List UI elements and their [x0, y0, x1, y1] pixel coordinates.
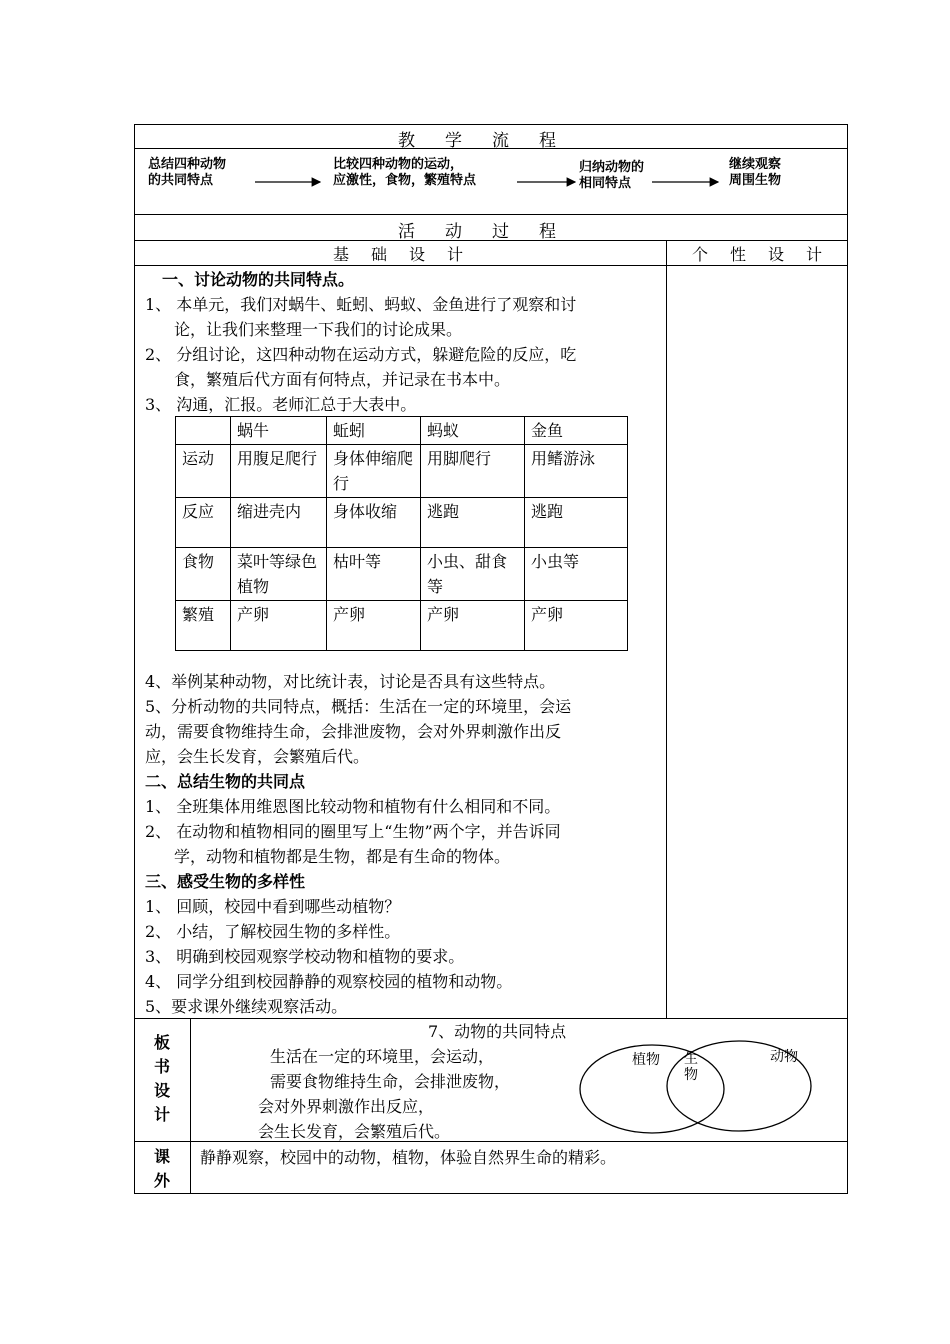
flow-step-2: 比较四种动物的运动， 应激性，食物，繁殖特点 — [333, 157, 477, 188]
table-cell: 产卵 — [327, 601, 421, 651]
section1-item: 3、 沟通，汇报。老师汇总于大表中。 — [145, 395, 417, 414]
comparison-table — [175, 416, 628, 651]
section1-heading: 一、讨论动物的共同特点。 — [162, 270, 355, 289]
section3-item: 3、 明确到校园观察学校动物和植物的要求。 — [145, 947, 465, 966]
table-cell: 枯叶等 — [327, 548, 421, 601]
section1-item: 4、举例某种动物，对比统计表，讨论是否具有这些特点。 — [145, 672, 556, 691]
divider — [190, 1018, 191, 1194]
section2-heading: 二、总结生物的共同点 — [145, 772, 306, 791]
section3-item: 5、要求课外继续观察活动。 — [145, 997, 348, 1016]
teaching-flow-title: 教学流程 — [398, 131, 586, 151]
table-header-cell: 蚂蚁 — [421, 417, 525, 445]
table-row-label: 繁殖 — [176, 601, 231, 651]
table-cell: 小虫、甜食等 — [421, 548, 525, 601]
divider — [666, 240, 667, 1018]
board-line: 会生长发育，会繁殖后代。 — [258, 1122, 451, 1141]
venn-label-plant: 植物 — [632, 1052, 660, 1068]
table-header-cell: 蚯蚓 — [327, 417, 421, 445]
table-cell: 缩进壳内 — [231, 498, 327, 548]
venn-label-overlap: 生物 — [684, 1051, 698, 1083]
table-cell: 用腹足爬行 — [231, 445, 327, 498]
divider — [134, 1141, 848, 1142]
personal-design-title: 个性设计 — [692, 245, 845, 264]
table-header-cell: 蜗牛 — [231, 417, 327, 445]
extracurricular-text: 静静观察，校园中的动物，植物，体验自然界生命的精彩。 — [200, 1148, 617, 1167]
table-row — [176, 601, 628, 651]
table-cell: 用鳍游泳 — [525, 445, 628, 498]
table-row-label: 反应 — [176, 498, 231, 548]
section1-item: 5、分析动物的共同特点，概括：生活在一定的环境里，会运 — [145, 697, 572, 716]
table-cell: 用脚爬行 — [421, 445, 525, 498]
flow-step-3: 归纳动物的 相同特点 — [579, 160, 645, 191]
section2-item: 学，动物和植物都是生物，都是有生命的物体。 — [174, 847, 511, 866]
table-cell: 产卵 — [231, 601, 327, 651]
activity-process-title: 活动过程 — [398, 222, 586, 242]
table-cell: 身体伸缩爬行 — [327, 445, 421, 498]
section1-item: 动，需要食物维持生命，会排泄废物，会对外界刺激作出反 — [145, 722, 562, 741]
table-row — [176, 548, 628, 601]
section3-heading: 三、感受生物的多样性 — [145, 872, 306, 891]
section1-item: 食，繁殖后代方面有何特点，并记录在书本中。 — [174, 370, 511, 389]
section2-item: 1、 全班集体用维恩图比较动物和植物有什么相同和不同。 — [145, 797, 561, 816]
table-header-row — [176, 417, 628, 445]
table-row-label: 运动 — [176, 445, 231, 498]
table-header-cell — [176, 417, 231, 445]
board-line: 会对外界刺激作出反应， — [258, 1097, 435, 1116]
table-row — [176, 445, 628, 498]
table-cell: 身体收缩 — [327, 498, 421, 548]
flow-step-4: 继续观察 周围生物 — [729, 157, 782, 188]
section1-item: 2、 分组讨论，这四种动物在运动方式，躲避危险的反应，吃 — [145, 345, 577, 364]
section1-item: 应，会生长发育，会繁殖后代。 — [145, 747, 370, 766]
board-title: 7、动物的共同特点 — [428, 1022, 567, 1041]
table-cell: 产卵 — [421, 601, 525, 651]
section3-item: 2、 小结，了解校园生物的多样性。 — [145, 922, 401, 941]
basic-design-title: 基础设计 — [333, 245, 486, 264]
divider — [134, 265, 848, 266]
table-row — [176, 498, 628, 548]
section1-item: 1、 本单元，我们对蜗牛、蚯蚓、蚂蚁、金鱼进行了观察和讨 — [145, 295, 577, 314]
board-line: 需要食物维持生命，会排泄废物， — [270, 1072, 511, 1091]
table-cell: 产卵 — [525, 601, 628, 651]
table-cell: 逃跑 — [525, 498, 628, 548]
venn-label-animal: 动物 — [770, 1049, 798, 1065]
table-cell: 逃跑 — [421, 498, 525, 548]
section3-item: 1、 回顾，校园中看到哪些动植物？ — [145, 897, 401, 916]
board-design-label: 板书设计 — [153, 1033, 170, 1124]
table-cell: 小虫等 — [525, 548, 628, 601]
section1-item: 论，让我们来整理一下我们的讨论成果。 — [174, 320, 463, 339]
section2-item: 2、 在动物和植物相同的圈里写上“生物”两个字，并告诉同 — [145, 822, 561, 841]
flow-step-1: 总结四种动物 的共同特点 — [148, 157, 227, 188]
table-cell: 菜叶等绿色植物 — [231, 548, 327, 601]
extracurricular-label: 课外 — [153, 1147, 170, 1190]
table-header-cell: 金鱼 — [525, 417, 628, 445]
flow-arrows — [0, 0, 950, 220]
section3-item: 4、 同学分组到校园静静的观察校园的植物和动物。 — [145, 972, 513, 991]
table-row-label: 食物 — [176, 548, 231, 601]
board-line: 生活在一定的环境里，会运动， — [270, 1047, 495, 1066]
